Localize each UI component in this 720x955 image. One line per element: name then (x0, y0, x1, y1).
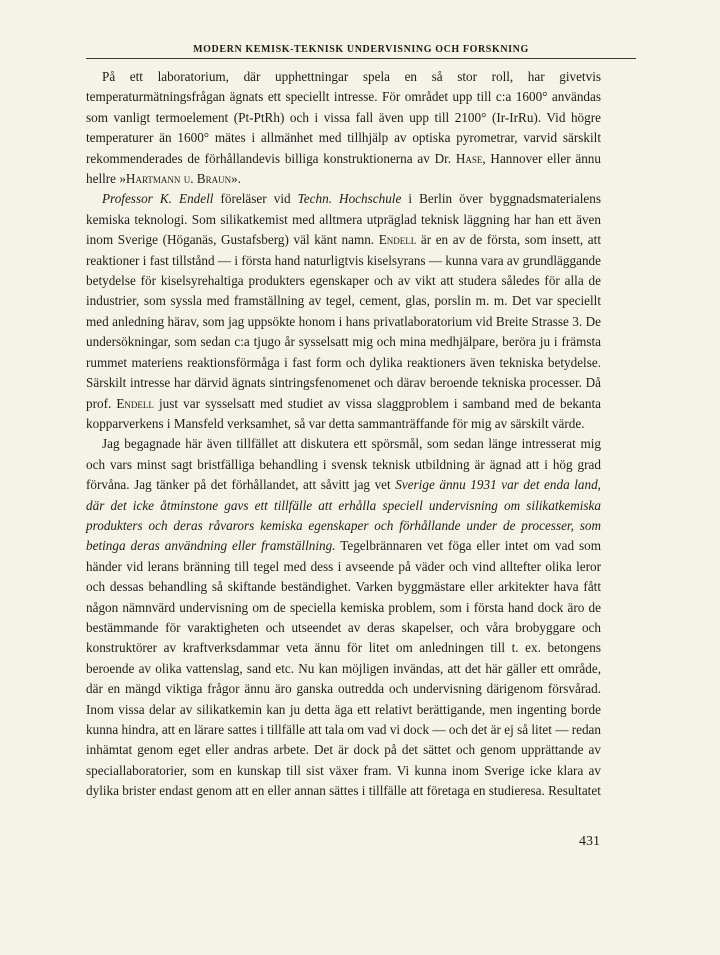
running-head: MODERN KEMISK-TEKNISK UNDERVISNING OCH FORSKNING (86, 44, 636, 59)
paragraph-endell (86, 189, 601, 434)
person-name-endell: Endell (116, 395, 154, 411)
institution-name: Techn. Hochschule (297, 191, 402, 207)
paragraph-text: Tegelbrännaren vet föga eller intet om vad som händer vid lerans bränning till tegel med dess i avseende på väder och vind alltefter olika leror och dessas behandling så skiftande beständighet. Varken byggmästare eller arkitekter hava fått någon nämnvärd undervisning om de speciella kemiska problem, som i första hand dock äro de bestämmande för varaktigheten och utseendet av deras skapelser, och våra brobyggare och konstruktörer av kraftverksdammar veta ännu för litet om anledningen till t. ex. betongens beroende av olika vattenslag, sand etc. Nu kan möjligen invändas, att det här gäller ett område, där en mängd viktiga frågor ännu äro ganska outredda och undervisning därigenom försvårad. Inom vissa delar av silikatkemin kan ju detta äga ett relativt berättigande, men ingenting borde kunna hindra, att en lärare sattes i tillfälle att tala om vad vi dock — och det är ej så litet — redan inhämtat genom eget eller andras arbete. Det är dock på det sättet och genom upprättande av speciallaboratorier, som en kunskap till sist växer fram. Vi kunna inom Sverige icke klara av dylika brister endast genom att en eller annan sättes i tillfälle att företaga en studieresa. Resultatet (86, 538, 601, 799)
page-number: 431 (579, 834, 600, 849)
paragraph-text: ». (231, 171, 241, 187)
paragraph-text: föreläser vid (213, 191, 298, 207)
paragraph-text: just var sysselsatt med studiet av vissa slaggproblem i samband med de bekanta kopparverkens i Mansfeld verksamhet, så var detta sammanträffande för mig av särskilt värde. (86, 395, 601, 431)
paragraph-text: i Berlin över byggnadsmaterialens kemiska teknologi. Som silikatkemist med alltmera utpräglad teknisk läggning har han ett även inom Sverige (Höganäs, Gustafsberg) väl känt namn. (86, 191, 601, 248)
paragraph-silicate-education (86, 434, 601, 801)
paragraph-text: På ett laboratorium, där upphettningar spela en så stor roll, har givetvis temperaturmätningsfrågan ägnats ett speciellt intresse. För området upp till c:a 1600° användas som vanligt termoelement (Pt-PtRh) och i vissa fall även upp till 2100° (Ir-IrRu). Vid högre temperaturer än 1600° mätes i allmänhet med tillhjälp av optiska pyrometrar, varvid särskilt rekommenderades de förhållandevis billiga konstruktionerna av Dr. (86, 69, 601, 166)
person-name-hase: Hase (455, 150, 483, 166)
paragraph-text: Jag begagnade här även tillfället att diskutera ett spörsmål, som sedan länge intresserat mig och vars minst sagt bristfälliga behandling i svensk teknisk utbildning är ägnad att i hög grad förvåna. Jag tänker på det förhållandet, att såvitt jag vet (86, 436, 601, 493)
paragraph-text: är en av de första, som insett, att reaktioner i fast tillstånd — i första hand naturligtvis kiselsyrans — kunna vara av grundläggande betydelse för kiselsyrehaltiga produkters egenskaper och av vikt att studera således för alla de industrier, som syssla med framställning av tegel, cement, glas, porslin m. m. Det var speciellt med anledning härav, som jag uppsökte honom i hans privatlaboratorium vid Breite Strasse 3. De undersökningar, som sedan c:a tjugo år sysselsatt mig och mina medhjälpare, beröra ju i främsta rummet materiens reaktionsförmåga i fast form och dylika reaktioners även tekniska betydelse. Särskilt intresse har därvid ägnats sintringsfenomenet och därav beroende tekniska processer. Då prof. (86, 232, 601, 411)
company-name-hartmann-braun: Hartmann u. Braun (125, 171, 232, 187)
paragraph-text: , Hannover eller ännu hellre » (86, 150, 601, 187)
emphasized-passage: Sverige ännu 1931 var det enda land, där det icke åtminstone gavs ett tillfälle att erhålla speciell undervisning om silikatkemiska produkters och deras råvarors kemiska egenskaper och förhållande under de processer, som betinga deras användning eller framställning. (86, 477, 601, 554)
person-name-professor-endell: Professor K. Endell (102, 191, 214, 207)
paragraph-temperature (86, 67, 601, 189)
person-name-endell: Endell (378, 232, 417, 248)
body-text (86, 67, 601, 802)
